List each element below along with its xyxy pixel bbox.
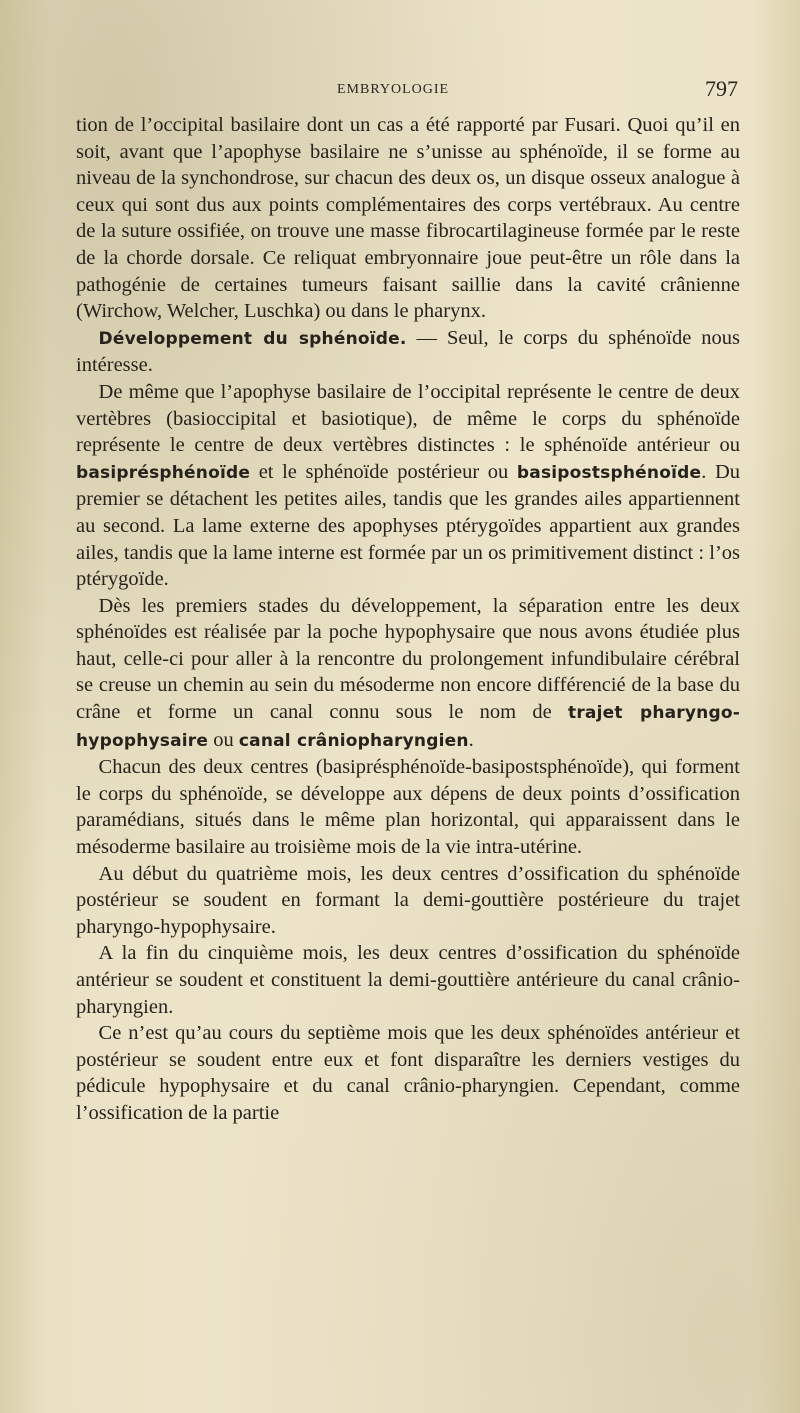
paragraph-5: Chacun des deux centres (basiprésphénoïde-basipostsphénoïde), qui forment le corps du sphénoïde, se développe aux dépens de deux points d’ossification paramédians, situés dans le même plan horizontal, qui apparaissent dans le mésoderme basilaire au troisième mois de la vie intra-utérine. xyxy=(76,756,740,859)
paragraph-4-text-a: Dès les premiers stades du développement, la séparation entre les deux sphénoïdes est réalisée par la poche hypophysaire que nous avons étudiée plus haut, celle-ci pour aller à la rencontre du prolongement infundibulaire cérébral se creuse un chemin au sein du mésoderme non encore différencié de la base du crâne et forme un canal connu sous le nom de xyxy=(76,594,740,724)
page-header xyxy=(0,78,800,104)
term-basipostsphenoide: basipostsphénoïde xyxy=(516,462,702,483)
running-head: EMBRYOLOGIE xyxy=(337,82,450,97)
body-text xyxy=(76,112,740,1127)
paragraph-3 xyxy=(76,379,740,593)
paragraph-3-text-d: . Du premier se détachent les petites ailes, tandis que les grandes ailes appartiennent au second. La lame externe des apophyses ptérygoïdes appartient aux grandes ailes, tandis que la lame interne est formée par un os primitivement distinct : l’os ptérygoïde. xyxy=(76,460,740,591)
paragraph-7: A la fin du cinquième mois, les deux centres d’ossification du sphénoïde antérieur se soudent et constituent la demi-gouttière antérieure du canal crânio-pharyngien. xyxy=(76,942,740,1018)
paragraph-4 xyxy=(76,593,740,755)
term-trajet-pharyngo-hypophysaire: trajet pharyngo-hypophysaire xyxy=(76,703,740,751)
paragraph-4-text-d: . xyxy=(468,728,474,751)
paragraph-4-text-c: ou xyxy=(208,728,239,751)
paragraph-1: tion de l’occipital basilaire dont un cas a été rapporté par Fusari. Quoi qu’il en soit, avant que l’apophyse basilaire ne s’unisse au sphénoïde, il se forme au niveau de la synchondrose, sur chacun des deux os, un disque osseux analogue à ceux qui sont dus aux points complémentaires des corps vertébraux. Au centre de la suture ossifiée, on trouve une masse fibrocartilagineuse formée par le reste de la chorde dorsale. Ce reliquat embryonnaire joue peut-être un rôle dans la pathogénie de certaines tumeurs faisant saillie dans la cavité crânienne (Wirchow, Welcher, Luschka) ou dans le pharynx. xyxy=(76,114,740,323)
term-canal-craniopharyngien: canal crâniopharyngien xyxy=(238,730,469,751)
paragraph-3-text-c: et le sphénoïde postérieur ou xyxy=(250,460,517,483)
paragraph-6: Au début du quatrième mois, les deux centres d’ossification du sphénoïde postérieur se soudent en formant la demi-gouttière postérieure du trajet pharyngo-hypophysaire. xyxy=(76,862,740,938)
paragraph-2 xyxy=(76,325,740,379)
paragraph-8: Ce n’est qu’au cours du septième mois que les deux sphénoïdes antérieur et postérieur se soudent entre eux et font disparaître les derniers vestiges du pédicule hypophysaire et du canal crânio-pharyngien. Cependant, comme l’ossification de la partie xyxy=(76,1022,740,1124)
page-number: 797 xyxy=(705,76,738,101)
paragraph-2-text: — Seul, le corps du sphénoïde nous intéresse. xyxy=(76,326,740,377)
section-heading: Développement du sphénoïde. xyxy=(98,328,407,349)
term-basipresphenoide: basiprésphénoïde xyxy=(76,462,251,483)
paragraph-3-text-a: De même que l’apophyse basilaire de l’occipital représente le centre de deux vertèbres (basioccipital et basiotique), de même le corps du sphénoïde représente le centre de deux vertèbres distinctes : le sphénoïde antérieur ou xyxy=(76,380,740,457)
